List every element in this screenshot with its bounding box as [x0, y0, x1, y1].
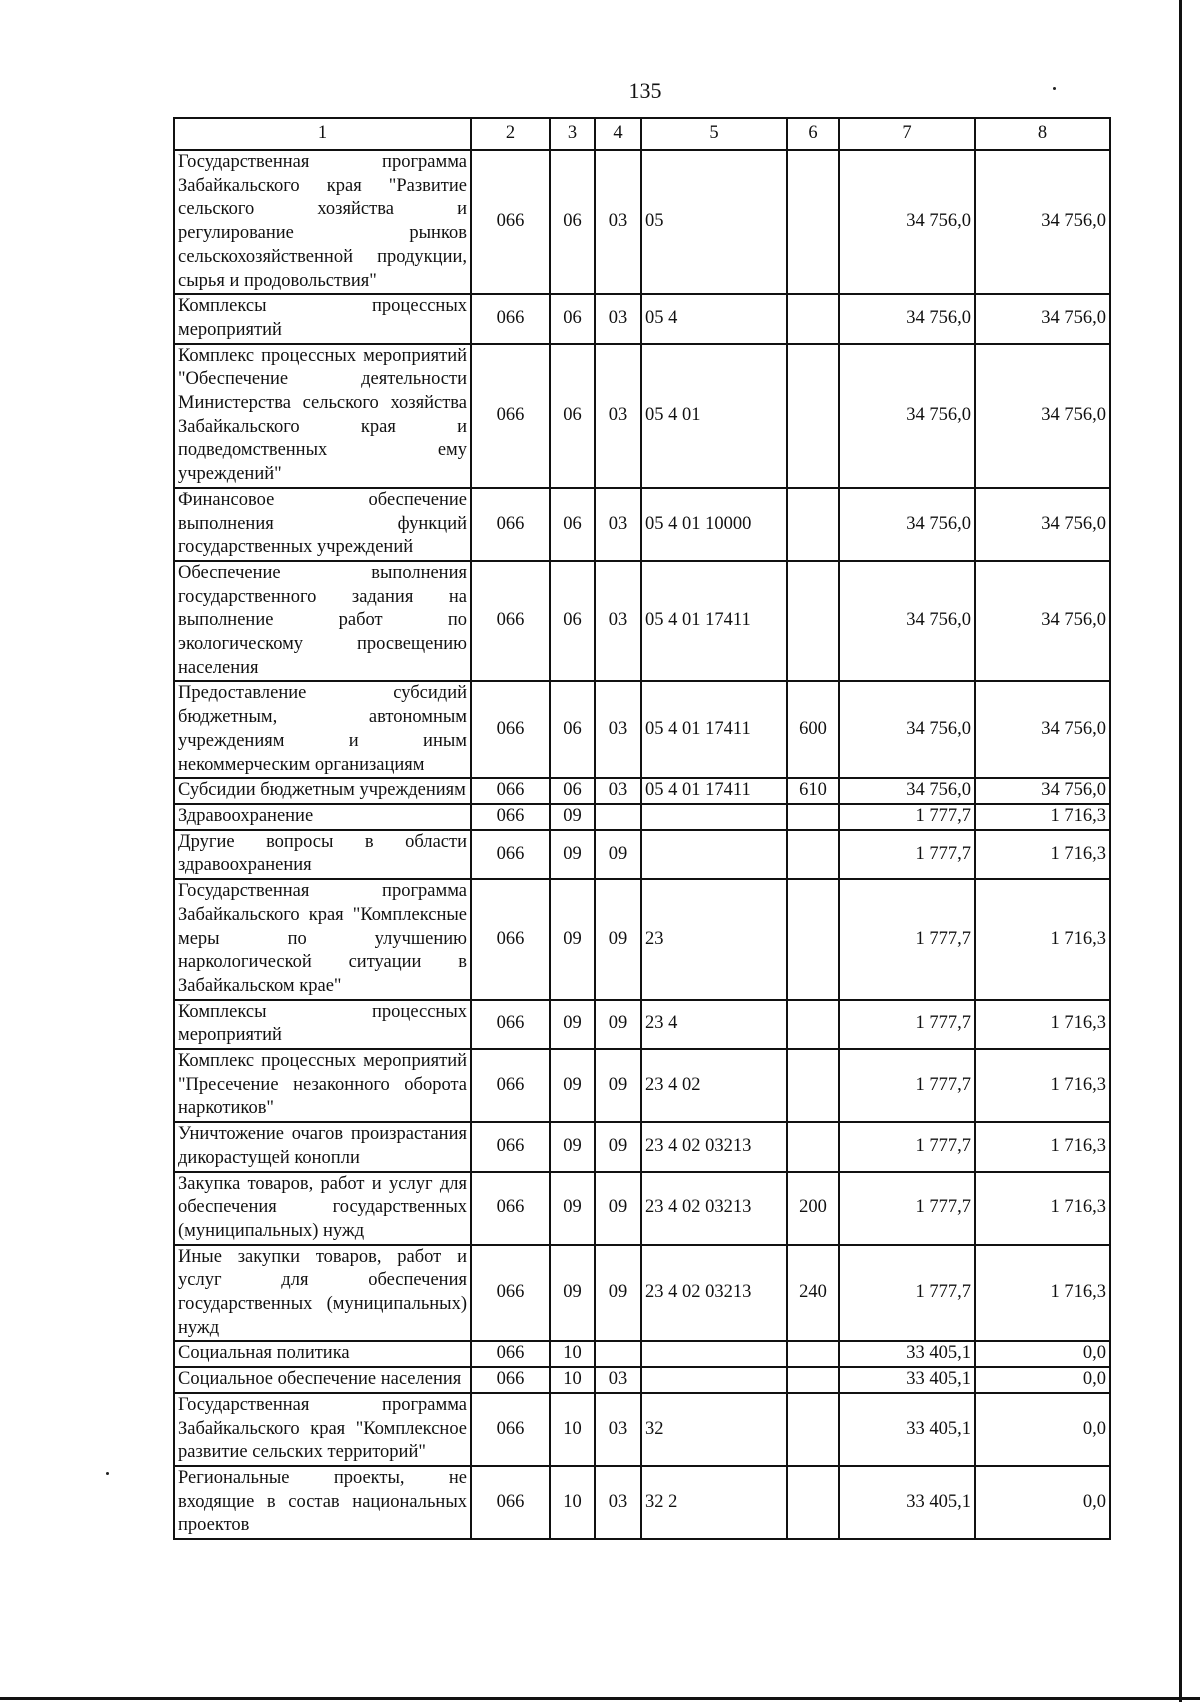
row-col-7: 1 777,7: [839, 1172, 975, 1245]
row-col-7: 34 756,0: [839, 344, 975, 488]
row-col-6: [787, 1000, 839, 1049]
row-col-2: 066: [471, 1000, 550, 1049]
row-col-5: [641, 830, 787, 879]
table-row: [174, 1049, 1110, 1122]
budget-table: [173, 117, 1111, 1540]
row-col-5: [641, 1341, 787, 1367]
table-row: [174, 1393, 1110, 1466]
row-col-2: 066: [471, 778, 550, 804]
row-col-3: 10: [550, 1466, 595, 1539]
row-name: Закупка товаров, работ и услуг для обеспечения государственных (муниципальных) нужд: [174, 1172, 471, 1245]
row-col-3: 10: [550, 1341, 595, 1367]
row-name: Здравоохранение: [174, 804, 471, 830]
row-col-8: 1 716,3: [975, 1049, 1110, 1122]
row-col-7: 1 777,7: [839, 1049, 975, 1122]
row-col-4: 09: [595, 1049, 641, 1122]
row-col-4: 09: [595, 1172, 641, 1245]
row-name: Уничтожение очагов произрастания дикорастущей конопли: [174, 1122, 471, 1171]
row-name: Предоставление субсидий бюджетным, автономным учреждениям и иным некоммерческим организациям: [174, 681, 471, 778]
row-col-8: 1 716,3: [975, 1245, 1110, 1342]
header-row: [174, 118, 1110, 150]
row-col-3: 09: [550, 879, 595, 1000]
row-col-5: 32: [641, 1393, 787, 1466]
column-header: 1: [174, 118, 471, 150]
row-name: Другие вопросы в области здравоохранения: [174, 830, 471, 879]
row-name: Государственная программа Забайкальского края "Развитие сельского хозяйства и регулирование рынков сельскохозяйственной продукции, сырья и продовольствия": [174, 150, 471, 294]
table-row: [174, 1341, 1110, 1367]
row-name: Государственная программа Забайкальского края "Комплексное развитие сельских территорий": [174, 1393, 471, 1466]
column-header: 3: [550, 118, 595, 150]
row-col-4: [595, 1341, 641, 1367]
row-col-4: 03: [595, 488, 641, 561]
row-col-6: 600: [787, 681, 839, 778]
row-col-5: 05 4 01 10000: [641, 488, 787, 561]
row-col-5: 23 4 02 03213: [641, 1122, 787, 1171]
table-row: [174, 561, 1110, 682]
row-col-3: 09: [550, 1245, 595, 1342]
row-col-7: 33 405,1: [839, 1367, 975, 1393]
row-col-8: 1 716,3: [975, 1122, 1110, 1171]
row-col-4: 03: [595, 561, 641, 682]
table-row: [174, 1367, 1110, 1393]
row-col-4: 03: [595, 1466, 641, 1539]
row-col-2: 066: [471, 344, 550, 488]
row-col-5: 32 2: [641, 1466, 787, 1539]
row-col-7: 34 756,0: [839, 561, 975, 682]
row-col-3: 09: [550, 804, 595, 830]
row-col-6: 610: [787, 778, 839, 804]
row-col-4: 03: [595, 150, 641, 294]
row-col-6: [787, 294, 839, 343]
row-col-3: 06: [550, 488, 595, 561]
table-row: [174, 1000, 1110, 1049]
row-col-6: [787, 488, 839, 561]
row-col-5: 05 4 01 17411: [641, 681, 787, 778]
row-col-4: 03: [595, 1393, 641, 1466]
row-col-8: 34 756,0: [975, 488, 1110, 561]
row-col-3: 06: [550, 681, 595, 778]
column-header: 8: [975, 118, 1110, 150]
row-col-7: 34 756,0: [839, 150, 975, 294]
row-name: Субсидии бюджетным учреждениям: [174, 778, 471, 804]
row-col-8: 1 716,3: [975, 1172, 1110, 1245]
row-col-7: 33 405,1: [839, 1393, 975, 1466]
table-row: [174, 681, 1110, 778]
scan-speck: [106, 1472, 109, 1475]
row-col-4: 03: [595, 778, 641, 804]
row-col-7: 1 777,7: [839, 1122, 975, 1171]
row-col-7: 1 777,7: [839, 804, 975, 830]
row-name: Социальное обеспечение населения: [174, 1367, 471, 1393]
row-name: Региональные проекты, не входящие в состав национальных проектов: [174, 1466, 471, 1539]
row-col-7: 34 756,0: [839, 681, 975, 778]
row-col-5: [641, 804, 787, 830]
row-col-7: 1 777,7: [839, 1245, 975, 1342]
row-name: Комплексы процессных мероприятий: [174, 294, 471, 343]
row-col-2: 066: [471, 1393, 550, 1466]
row-col-4: 09: [595, 1245, 641, 1342]
row-col-6: [787, 804, 839, 830]
scan-edge-right: [1179, 0, 1182, 1702]
row-col-7: 33 405,1: [839, 1466, 975, 1539]
row-col-2: 066: [471, 804, 550, 830]
row-col-2: 066: [471, 1122, 550, 1171]
row-col-2: 066: [471, 681, 550, 778]
row-col-2: 066: [471, 150, 550, 294]
row-col-3: 06: [550, 294, 595, 343]
row-col-2: 066: [471, 294, 550, 343]
row-col-7: 1 777,7: [839, 1000, 975, 1049]
row-col-8: 0,0: [975, 1393, 1110, 1466]
row-col-6: [787, 344, 839, 488]
row-col-8: 34 756,0: [975, 681, 1110, 778]
row-col-6: [787, 1341, 839, 1367]
row-col-3: 06: [550, 344, 595, 488]
row-col-6: [787, 1367, 839, 1393]
row-name: Государственная программа Забайкальского края "Комплексные меры по улучшению наркологической ситуации в Забайкальском крае": [174, 879, 471, 1000]
row-col-5: 23: [641, 879, 787, 1000]
row-col-4: 09: [595, 830, 641, 879]
row-name: Комплекс процессных мероприятий "Обеспечение деятельности Министерства сельского хозяйства Забайкальского края и подведомственных ему учреждений": [174, 344, 471, 488]
row-col-3: 06: [550, 561, 595, 682]
row-col-5: 05 4 01: [641, 344, 787, 488]
row-col-7: 34 756,0: [839, 778, 975, 804]
table-row: [174, 1122, 1110, 1171]
row-col-8: 1 716,3: [975, 879, 1110, 1000]
row-col-7: 1 777,7: [839, 879, 975, 1000]
row-name: Социальная политика: [174, 1341, 471, 1367]
row-col-3: 09: [550, 1049, 595, 1122]
row-col-2: 066: [471, 879, 550, 1000]
row-col-7: 34 756,0: [839, 488, 975, 561]
row-col-8: 34 756,0: [975, 778, 1110, 804]
table-row: [174, 778, 1110, 804]
row-col-6: 200: [787, 1172, 839, 1245]
row-col-2: 066: [471, 1367, 550, 1393]
row-col-4: 03: [595, 681, 641, 778]
row-col-5: 05 4 01 17411: [641, 778, 787, 804]
row-col-5: [641, 1367, 787, 1393]
scan-speck: [1053, 87, 1056, 90]
row-col-2: 066: [471, 1341, 550, 1367]
row-col-3: 10: [550, 1393, 595, 1466]
row-col-8: 1 716,3: [975, 804, 1110, 830]
row-name: Финансовое обеспечение выполнения функций государственных учреждений: [174, 488, 471, 561]
row-col-8: 34 756,0: [975, 294, 1110, 343]
row-col-2: 066: [471, 488, 550, 561]
column-header: 4: [595, 118, 641, 150]
row-col-2: 066: [471, 1172, 550, 1245]
row-col-6: [787, 1393, 839, 1466]
row-col-4: 09: [595, 879, 641, 1000]
row-col-4: [595, 804, 641, 830]
row-col-6: [787, 830, 839, 879]
row-name: Обеспечение выполнения государственного задания на выполнение работ по экологическому просвещению населения: [174, 561, 471, 682]
table-row: [174, 1466, 1110, 1539]
table-row: [174, 804, 1110, 830]
table-row: [174, 1172, 1110, 1245]
row-col-5: 23 4: [641, 1000, 787, 1049]
row-col-8: 34 756,0: [975, 344, 1110, 488]
row-col-6: [787, 1466, 839, 1539]
row-col-6: [787, 150, 839, 294]
row-col-7: 1 777,7: [839, 830, 975, 879]
row-col-4: 09: [595, 1122, 641, 1171]
column-header: 6: [787, 118, 839, 150]
row-col-8: 1 716,3: [975, 1000, 1110, 1049]
row-col-4: 03: [595, 344, 641, 488]
row-col-2: 066: [471, 1245, 550, 1342]
row-col-4: 03: [595, 294, 641, 343]
row-col-3: 09: [550, 1000, 595, 1049]
row-col-5: 05 4 01 17411: [641, 561, 787, 682]
row-col-7: 33 405,1: [839, 1341, 975, 1367]
table-row: [174, 294, 1110, 343]
table-row: [174, 1245, 1110, 1342]
row-col-3: 09: [550, 830, 595, 879]
row-col-3: 09: [550, 1122, 595, 1171]
row-col-2: 066: [471, 1466, 550, 1539]
table-row: [174, 344, 1110, 488]
row-col-8: 0,0: [975, 1466, 1110, 1539]
row-col-4: 09: [595, 1000, 641, 1049]
row-col-3: 09: [550, 1172, 595, 1245]
row-col-8: 34 756,0: [975, 150, 1110, 294]
row-col-5: 23 4 02: [641, 1049, 787, 1122]
row-col-5: 23 4 02 03213: [641, 1172, 787, 1245]
row-col-8: 0,0: [975, 1367, 1110, 1393]
row-col-6: [787, 1049, 839, 1122]
row-col-6: [787, 879, 839, 1000]
row-col-2: 066: [471, 830, 550, 879]
row-col-8: 34 756,0: [975, 561, 1110, 682]
column-header: 7: [839, 118, 975, 150]
row-col-3: 06: [550, 150, 595, 294]
row-name: Комплекс процессных мероприятий "Пресечение незаконного оборота наркотиков": [174, 1049, 471, 1122]
row-col-6: [787, 1122, 839, 1171]
row-col-6: 240: [787, 1245, 839, 1342]
row-col-7: 34 756,0: [839, 294, 975, 343]
column-header: 5: [641, 118, 787, 150]
row-col-5: 23 4 02 03213: [641, 1245, 787, 1342]
row-col-5: 05 4: [641, 294, 787, 343]
row-col-3: 10: [550, 1367, 595, 1393]
table-row: [174, 150, 1110, 294]
column-header: 2: [471, 118, 550, 150]
page-number: 135: [628, 78, 662, 103]
row-col-8: 1 716,3: [975, 830, 1110, 879]
table-row: [174, 488, 1110, 561]
table-row: [174, 830, 1110, 879]
row-col-2: 066: [471, 1049, 550, 1122]
row-col-6: [787, 561, 839, 682]
scan-edge-bottom: [0, 1697, 1200, 1700]
row-name: Комплексы процессных мероприятий: [174, 1000, 471, 1049]
table-row: [174, 879, 1110, 1000]
row-col-2: 066: [471, 561, 550, 682]
row-col-8: 0,0: [975, 1341, 1110, 1367]
row-col-3: 06: [550, 778, 595, 804]
table-body: [174, 118, 1110, 1539]
row-name: Иные закупки товаров, работ и услуг для обеспечения государственных (муниципальных) нужд: [174, 1245, 471, 1342]
row-col-5: 05: [641, 150, 787, 294]
row-col-4: 03: [595, 1367, 641, 1393]
